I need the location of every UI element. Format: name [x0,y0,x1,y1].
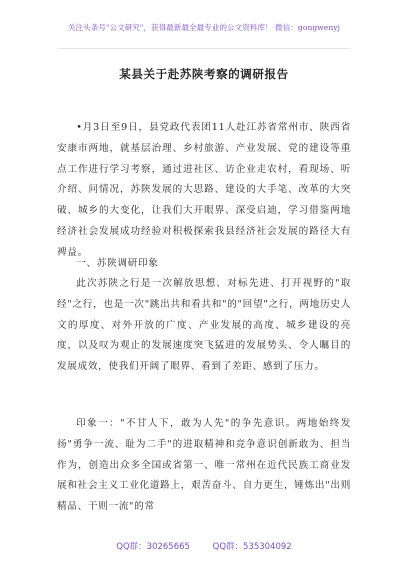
paragraph-2 [57,274,351,378]
paragraph-2-text: 此次苏陕之行是一次解放思想、对标先进、打开视野的"取经"之行，也是一次"跳出共和看共和"的"回望"之行，两地历史人文的厚度、对外开放的广度、产业发展的高度、城乡建设的亮度，以及叹为观止的发展速度突飞猛进的发展势头、令人瞩目的发展成效，使我们开阔了眼界、看到了差距、感到了压力。 [57,278,351,373]
section-1-heading: 一、苏陕调研印象 [76,258,159,269]
paragraph-1 [57,118,351,264]
paragraph-1-text: •月3日至9日，县党政代表团11人赴江苏省常州市、陕西省安康市两地，就基层治理、乡村旅游、产业发展、党的建设等重点工作进行学习考察，通过进社区、访企业走农村，看现场、听介绍、问情况，苏陕发展的大思路、建设的大手笔、改革的大突破、城乡的大变化，让我们大开眼界、深受启迪，学习借鉴两地经济社会发展成功经验对积极探索我县经济社会发展的路径大有裨益。 [57,122,351,258]
paragraph-3-text: 印象一："不甘人下，敢为人先"的争先意识。两地始终发扬"勇争一流、耻为二手"的进取精神和竞争意识创新敢为、担当作为，创造出众多全国或省第一、唯一常州在近代民族工商业发展和社会主义工业化道路上，艰苦奋斗、自力更生，锤炼出"出则精品、干则一流"的常 [57,418,351,513]
header-divider [58,48,350,49]
section-1 [57,254,351,275]
document-title: 某县关于赴苏陕考察的调研报告 [119,67,289,81]
footer-qq-group-2: QQ群：535304092 [212,542,292,552]
footer-qq-group-1: QQ群：30265665 [116,542,190,552]
paragraph-3 [57,414,351,518]
header-promo-text: 关注头条号"公文研究"，获得最新最全最专业的公文资料库！ 微信：gongwenyj [67,23,341,32]
footer-qq-groups [0,540,408,552]
